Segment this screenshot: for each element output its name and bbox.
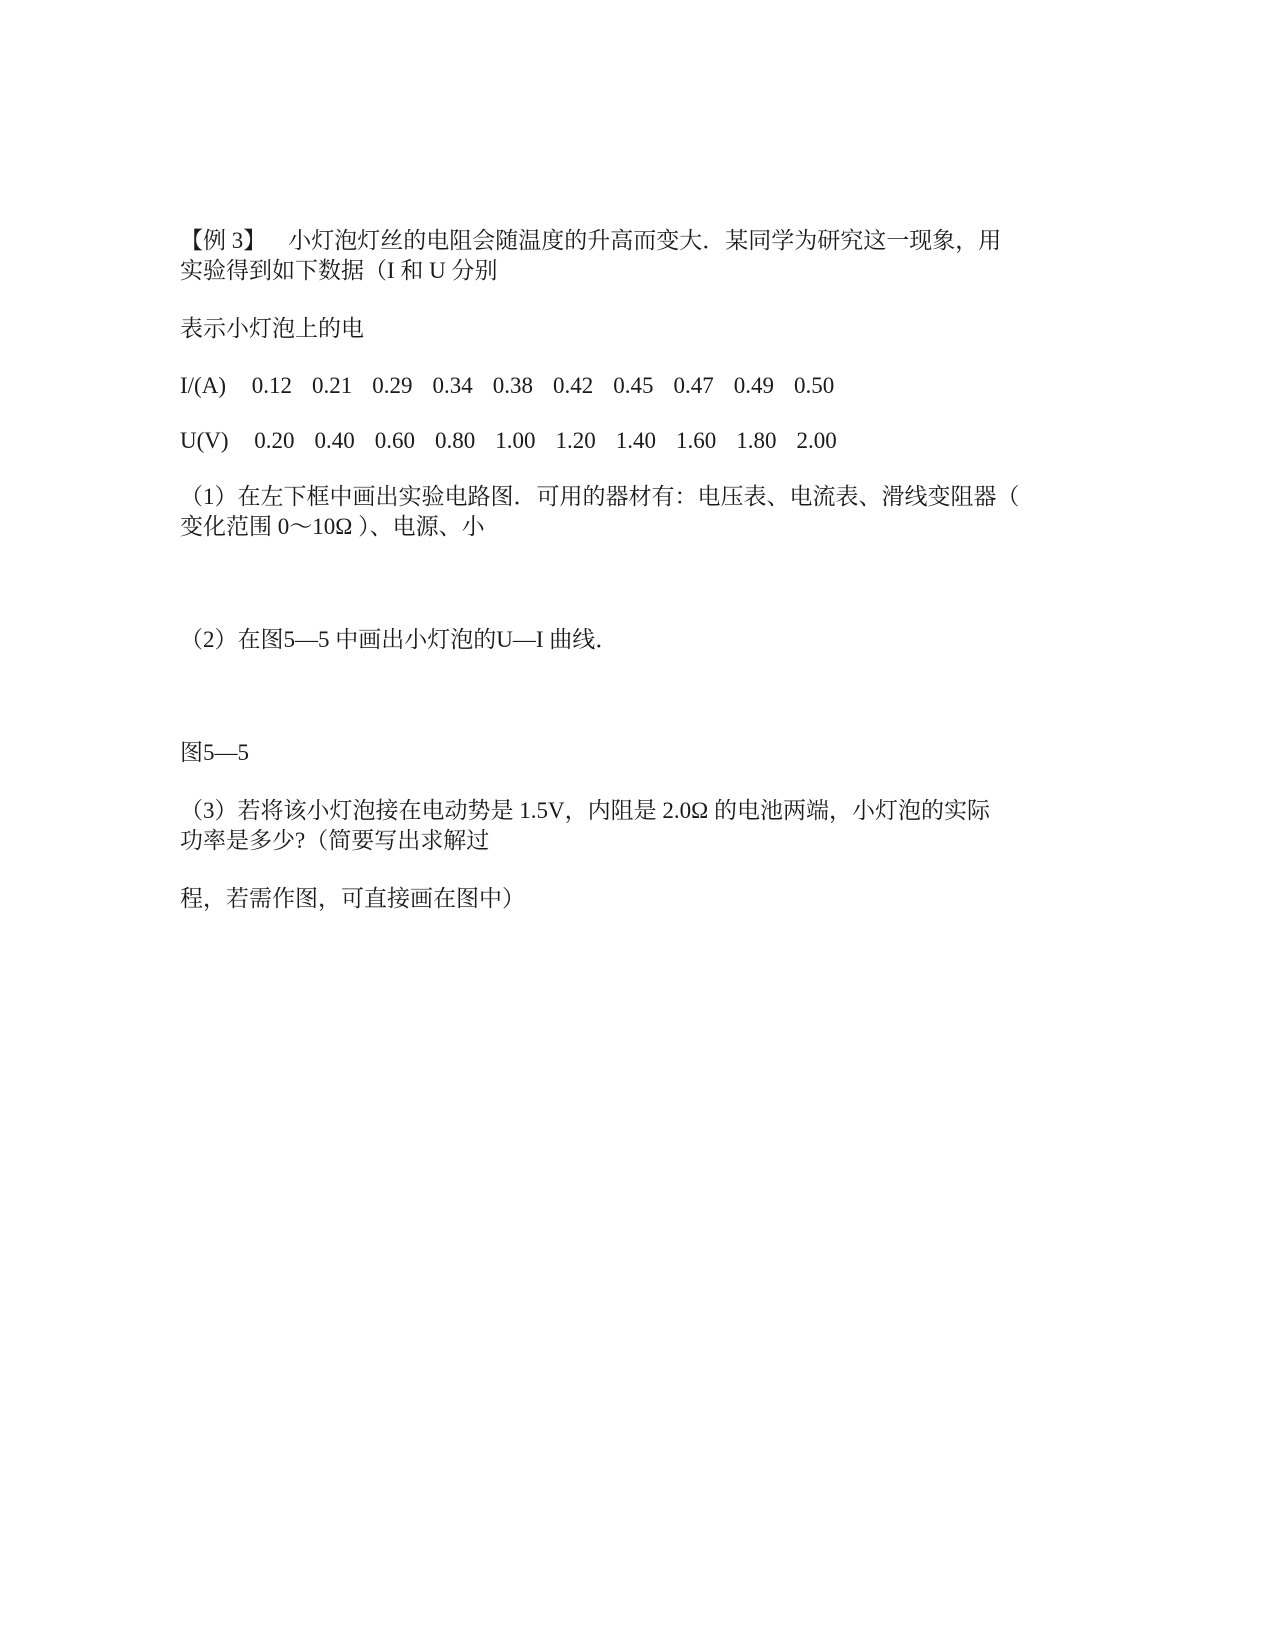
current-value: 0.12 [251,373,292,398]
intro-text-1: 小灯泡灯丝的电阻会随温度的升高而变大．某同学为研究这一现象，用 [288,228,1002,253]
voltage-value: 0.60 [374,428,416,453]
voltage-value: 1.00 [495,428,536,453]
q1-line-1: （1）在左下框中画出实验电路图．可用的器材有：电压表、电流表、滑线变阻器（ [180,484,1020,509]
intro-line-2: 实验得到如下数据（I 和 U 分别 [180,258,498,283]
voltage-value: 0.80 [435,428,476,453]
current-label: I/(A) [180,373,226,398]
question-3 [180,796,1040,856]
example-intro [180,226,1040,286]
voltage-value: 2.00 [796,428,837,453]
current-value: 0.34 [432,373,473,398]
voltage-value: 0.40 [314,428,355,453]
current-values [232,373,835,398]
q3-line-1: （3）若将该小灯泡接在电动势是 1.5V，内阻是 2.0Ω 的电池两端，小灯泡的实际 [180,798,990,823]
current-value: 0.21 [311,373,353,398]
question-3-continuation: 程，若需作图，可直接画在图中） [180,886,525,911]
voltage-value: 1.80 [736,428,777,453]
example-tag: 【例 3】 [180,228,267,253]
voltage-values [234,428,837,453]
current-value: 0.29 [372,373,413,398]
q3-line-2: 功率是多少?（简要写出求解过 [180,828,490,853]
voltage-value: 1.40 [615,428,657,453]
current-value: 0.38 [492,373,533,398]
voltage-row [180,426,837,456]
voltage-value: 1.20 [555,428,596,453]
question-1 [180,482,1040,542]
q1-line-2: 变化范围 0～10Ω ）、电源、小 [180,514,485,539]
current-row [180,371,834,401]
voltage-value: 1.60 [676,428,717,453]
figure-label: 图5—5 [180,740,249,765]
current-value: 0.47 [673,373,714,398]
question-2: （2）在图5—5 中画出小灯泡的U—I 曲线． [180,627,619,652]
current-value: 0.45 [613,373,654,398]
current-value: 0.49 [733,373,774,398]
current-value: 0.50 [793,373,835,398]
voltage-label: U(V) [180,428,229,453]
voltage-value: 0.20 [254,428,295,453]
intro-line-1 [180,226,1040,256]
intro-continuation: 表示小灯泡上的电 [180,316,364,341]
current-value: 0.42 [552,373,594,398]
